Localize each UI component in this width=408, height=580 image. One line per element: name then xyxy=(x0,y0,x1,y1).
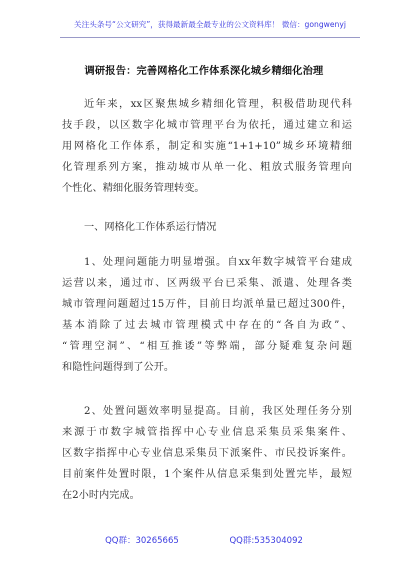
text-line: 基本消除了过去城市管理模式中存在的“各自为政”、 xyxy=(62,320,352,331)
text-line: 来源于市数字城管指挥中心专业信息采集员采集案件、 xyxy=(62,427,352,438)
text-line: 近年来，xx区聚焦城乡精细化管理，积极借助现代科 xyxy=(84,99,352,110)
qq-group-2: QQ群:535304092 xyxy=(229,536,303,546)
text-line: 用网格化工作体系，制定和实施“1+1+10”城乡环境精细 xyxy=(62,141,352,152)
intro-paragraph xyxy=(62,94,352,199)
text-line: 在2小时内完成。 xyxy=(62,490,140,501)
section-heading xyxy=(62,217,352,238)
text-line: 技手段，以区数字化城市管理平台为依托，通过建立和运 xyxy=(62,120,352,131)
text-line: “管理空洞”、“相互推诿”等弊端，部分疑难复杂问题 xyxy=(62,341,352,352)
qq-group-1: QQ群：30265665 xyxy=(105,536,179,546)
promo-banner: 关注头条号“公文研究”，获得最新最全最专业的公文资料库！ 微信：gongwenyj xyxy=(60,15,360,38)
text-line: 化管理系列方案，推动城市从单一化、粗放式服务管理向 xyxy=(62,162,352,173)
section-heading-text: 一、网格化工作体系运行情况 xyxy=(84,222,217,233)
point-1-paragraph xyxy=(62,252,352,378)
text-line: 目前案件处置时限，1个案件从信息采集到处置完毕，最短 xyxy=(62,469,352,480)
text-line: 2、处置问题效率明显提高。目前，我区处理任务分别 xyxy=(84,406,352,417)
point-2-paragraph xyxy=(62,401,352,506)
text-line: 运营以来，通过市、区两级平台已采集、派遣、处理各类 xyxy=(62,278,352,289)
text-line: 1、处理问题能力明显增强。自xx年数字城管平台建成 xyxy=(84,257,352,268)
document-title: 调研报告：完善网格化工作体系深化城乡精细化治理 xyxy=(84,65,324,77)
text-line: 和隐性问题得到了公开。 xyxy=(62,362,175,373)
footer-contacts xyxy=(0,534,408,546)
text-line: 城市管理问题超过15万件，目前日均派单量已超过300件， xyxy=(62,299,352,310)
text-line: 个性化、精细化服务管理转变。 xyxy=(62,183,205,194)
text-line: 区数字指挥中心专业信息采集员下派案件、市民投诉案件。 xyxy=(62,448,352,459)
